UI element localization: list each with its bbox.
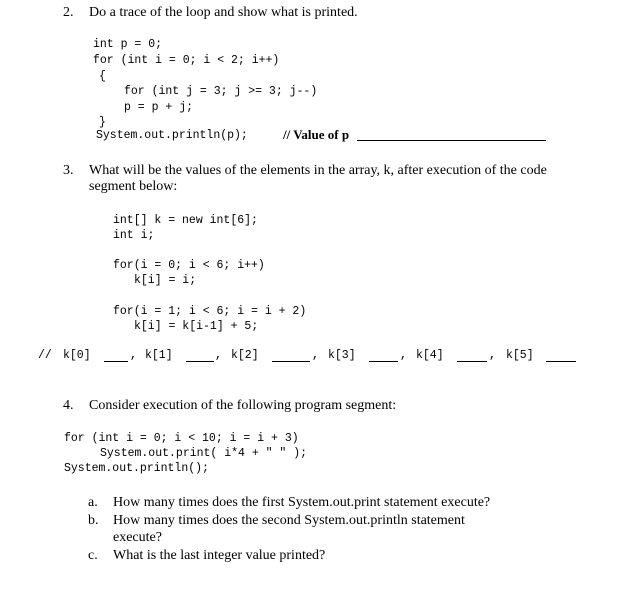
q4-sub-a-letter: a.	[88, 495, 98, 510]
q3-separator: ,	[312, 349, 319, 362]
q3-answer-k1-label: k[1]	[145, 349, 173, 362]
q3-answer-k1-blank	[186, 350, 214, 362]
q3-answer-k0-label: k[0]	[63, 349, 91, 362]
q4-prompt: Consider execution of the following program segment:	[89, 398, 397, 413]
q2-number: 2.	[63, 5, 74, 20]
q2-code-line-2: for (int i = 0; i < 2; i++)	[93, 54, 280, 67]
q2-prompt: Do a trace of the loop and show what is printed.	[89, 5, 358, 20]
q4-sub-c-letter: c.	[88, 548, 98, 563]
q3-prompt-line-1: What will be the values of the elements in the array, k, after execution of the code	[89, 163, 547, 178]
q4-sub-b-text-line-1: How many times does the second System.out.println statement	[113, 513, 465, 528]
q3-code-line-6: k[i] = k[i-1] + 5;	[134, 320, 259, 333]
q3-number: 3.	[63, 163, 74, 178]
q3-separator: ,	[400, 349, 407, 362]
q4-sub-b-text-line-2: execute?	[113, 530, 162, 545]
q2-code-line-5: p = p + j;	[124, 101, 194, 114]
q4-code-line-3: System.out.println();	[64, 462, 209, 475]
q3-separator: ,	[130, 349, 137, 362]
q3-code-line-5: for(i = 1; i < 6; i = i + 2)	[113, 305, 307, 318]
q4-sub-a-text: How many times does the first System.out.print statement execute?	[113, 495, 491, 510]
q3-separator: ,	[489, 349, 496, 362]
q3-answer-k2-label: k[2]	[231, 349, 259, 362]
q3-answer-k2-blank	[272, 350, 310, 362]
q3-answer-k3-label: k[3]	[328, 349, 356, 362]
q3-answer-k4-blank	[457, 350, 487, 362]
q2-comment: // Value of p	[283, 127, 350, 142]
q4-sub-c-text: What is the last integer value printed?	[113, 548, 326, 563]
q3-code-line-1: int[] k = new int[6];	[113, 214, 258, 227]
q3-answer-k3-blank	[369, 350, 398, 362]
q3-answer-k5-label: k[5]	[506, 349, 534, 362]
q3-answer-prefix: //	[38, 349, 52, 362]
q2-code-line-4: for (int j = 3; j >= 3; j--)	[124, 85, 318, 98]
q4-number: 4.	[63, 398, 74, 413]
q3-code-line-2: int i;	[113, 229, 155, 242]
q2-code-line-3: {	[99, 70, 106, 83]
q3-answer-k4-label: k[4]	[416, 349, 444, 362]
q3-prompt-line-2: segment below:	[89, 179, 178, 194]
q2-answer-blank	[357, 129, 546, 141]
q3-answer-k0-blank	[104, 350, 128, 362]
q2-code-line-1: int p = 0;	[93, 38, 163, 51]
q3-code-line-3: for(i = 0; i < 6; i++)	[113, 259, 265, 272]
q2-code-line-6: }	[99, 116, 106, 129]
q4-code-line-1: for (int i = 0; i < 10; i = i + 3)	[64, 432, 299, 445]
q4-sub-b-letter: b.	[88, 513, 99, 528]
q3-answer-k5-blank	[546, 350, 576, 362]
q2-code-line-7: System.out.println(p);	[96, 129, 248, 142]
q3-code-line-4: k[i] = i;	[134, 274, 197, 287]
q3-separator: ,	[215, 349, 222, 362]
q4-code-line-2: System.out.print( i*4 + " " );	[100, 447, 308, 460]
